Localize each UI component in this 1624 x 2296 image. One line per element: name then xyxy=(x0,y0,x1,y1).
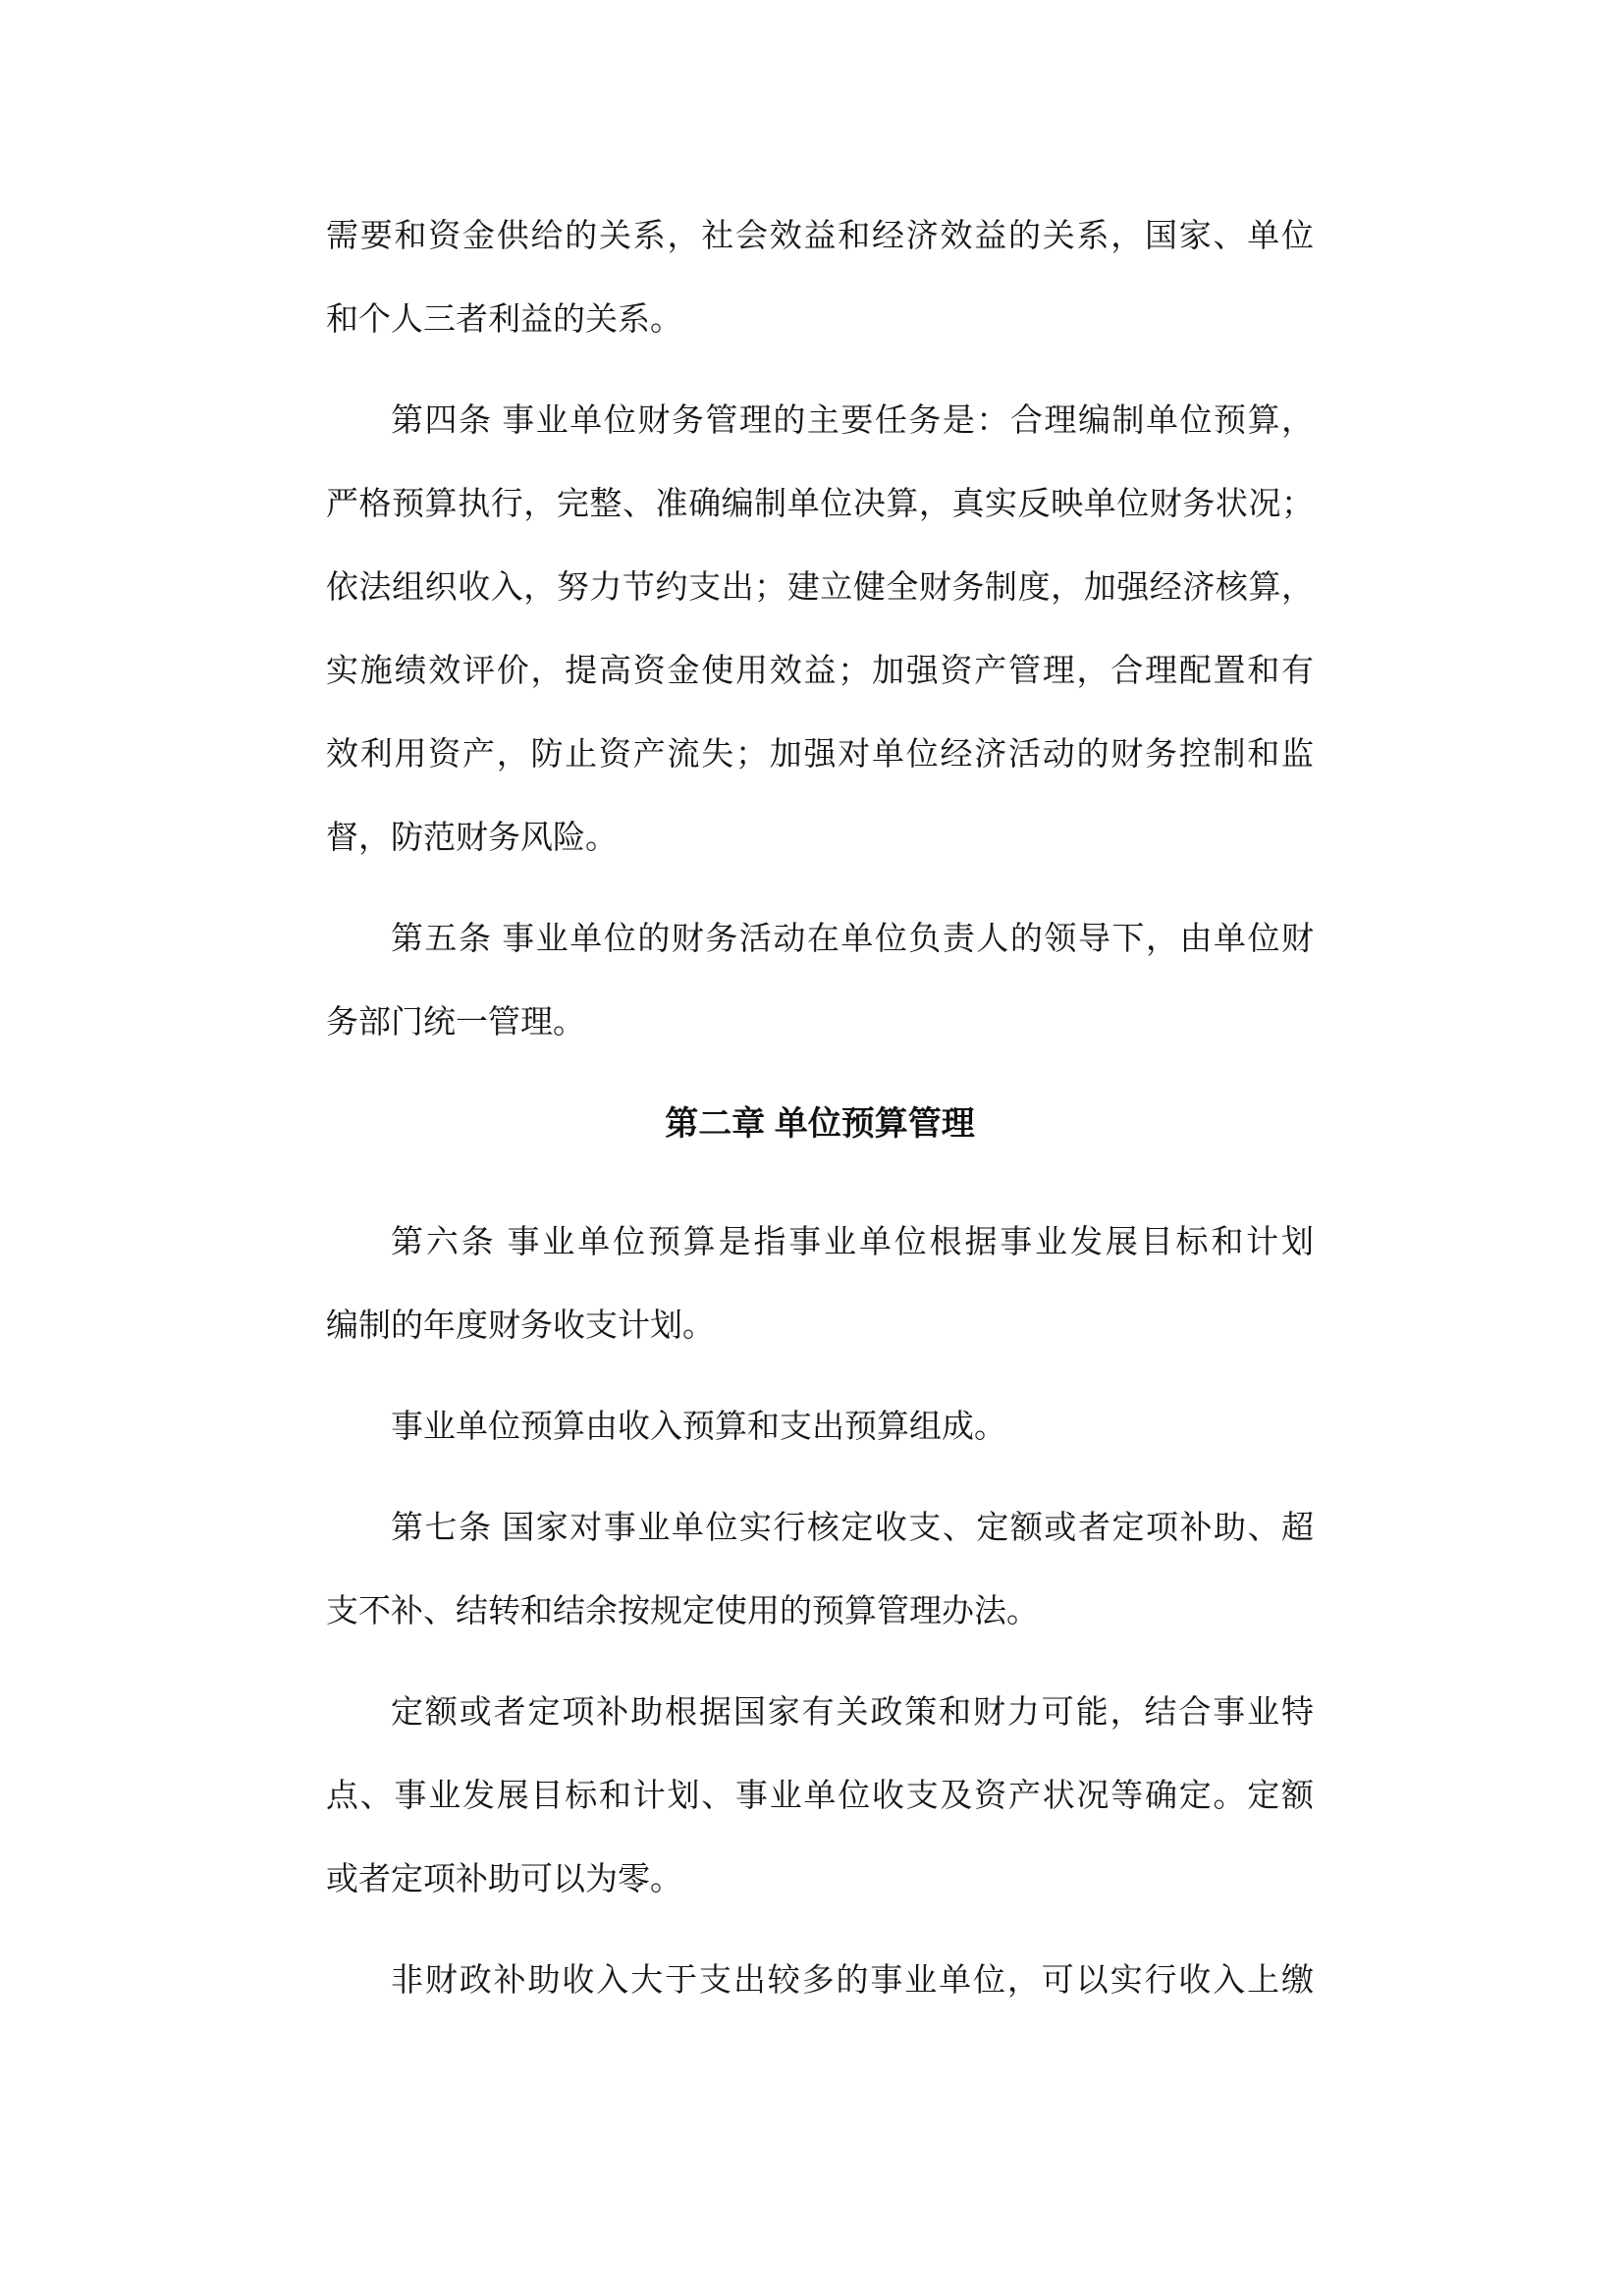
text-line: 第七条 国家对事业单位实行核定收支、定额或者定项补助、超 xyxy=(391,1511,1314,1546)
paragraph xyxy=(326,1487,1314,1654)
text-line: 第六条 事业单位预算是指事业单位根据事业发展目标和计划 xyxy=(391,1225,1314,1260)
text-line: 严格预算执行，完整、准确编制单位决算，真实反映单位财务状况； xyxy=(326,487,1314,522)
text-line: 需要和资金供给的关系，社会效益和经济效益的关系，国家、单位 xyxy=(326,219,1314,254)
paragraph xyxy=(326,1386,1314,1469)
text-line: 第四条 事业单位财务管理的主要任务是：合理编制单位预算， xyxy=(391,403,1314,439)
text-line: 实施绩效评价，提高资金使用效益；加强资产管理，合理配置和有 xyxy=(326,654,1314,689)
chapter-heading: 第二章 单位预算管理 xyxy=(665,1105,975,1143)
text-line: 事业单位预算由收入预算和支出预算组成。 xyxy=(391,1410,1006,1445)
text-line: 非财政补助收入大于支出较多的事业单位，可以实行收入上缴 xyxy=(391,1963,1314,1999)
text-line: 或者定项补助可以为零。 xyxy=(326,1862,682,1897)
paragraph xyxy=(326,898,1314,1065)
paragraph xyxy=(326,1201,1314,1368)
paragraph xyxy=(326,1940,1314,2023)
paragraph xyxy=(326,195,1314,362)
text-line: 依法组织收入，努力节约支出；建立健全财务制度，加强经济核算， xyxy=(326,570,1314,606)
text-line: 点、事业发展目标和计划、事业单位收支及资产状况等确定。定额 xyxy=(326,1779,1314,1814)
document-body xyxy=(326,0,1314,2023)
text-line: 支不补、结转和结余按规定使用的预算管理办法。 xyxy=(326,1594,1039,1629)
text-line: 第五条 事业单位的财务活动在单位负责人的领导下，由单位财 xyxy=(391,922,1314,957)
text-line: 效利用资产，防止资产流失；加强对单位经济活动的财务控制和监 xyxy=(326,737,1314,773)
text-line: 定额或者定项补助根据国家有关政策和财力可能，结合事业特 xyxy=(391,1695,1314,1731)
text-line: 编制的年度财务收支计划。 xyxy=(326,1308,715,1344)
paragraph xyxy=(326,380,1314,881)
text-line: 和个人三者利益的关系。 xyxy=(326,302,682,338)
text-line: 务部门统一管理。 xyxy=(326,1005,585,1041)
text-line: 督，防范财务风险。 xyxy=(326,821,618,856)
paragraph xyxy=(326,1672,1314,1922)
